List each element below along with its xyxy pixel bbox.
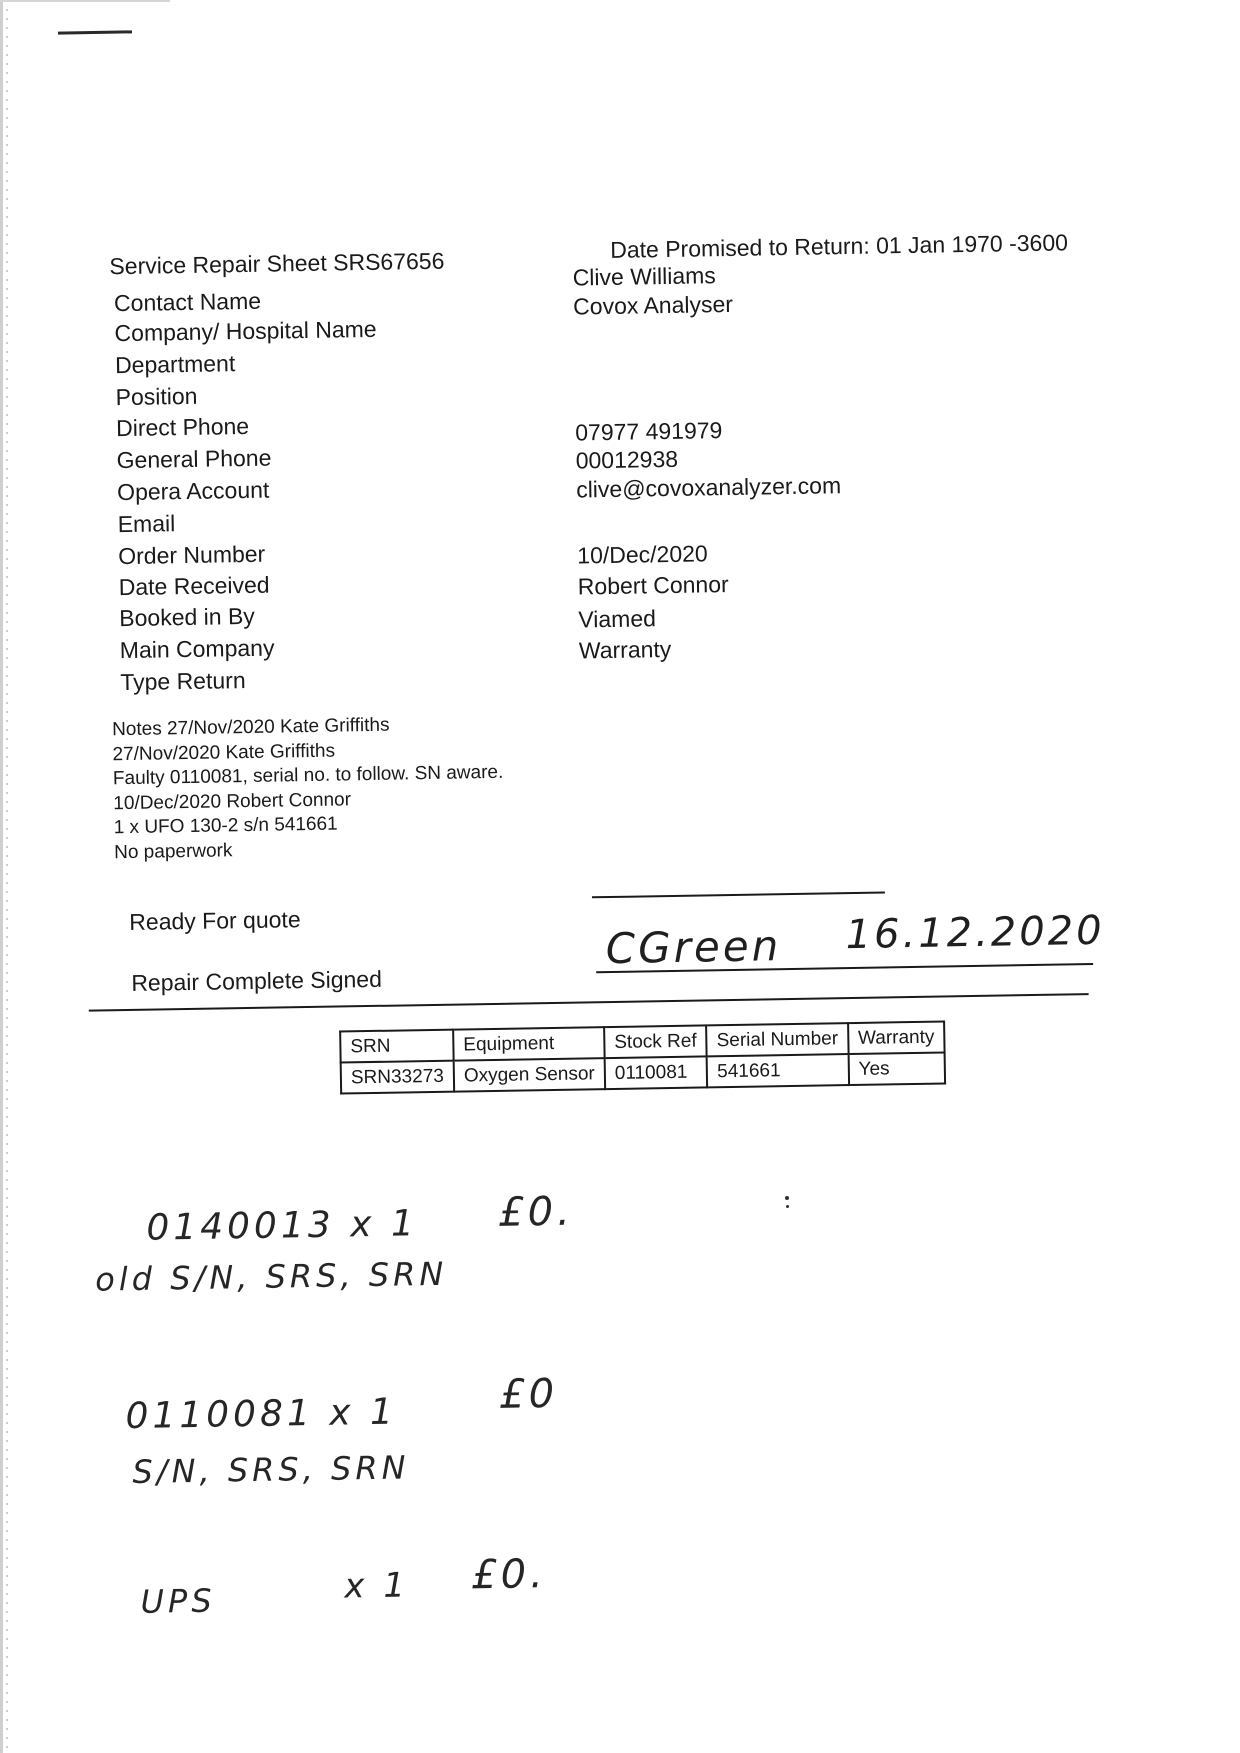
cell-stock-ref: 0110081 <box>605 1056 708 1089</box>
label-type-return: Type Return <box>120 667 246 696</box>
header-serial-number: Serial Number <box>706 1023 848 1056</box>
ready-signature-line <box>592 891 885 898</box>
handwritten-line-4: S/N, SRS, SRN <box>132 1448 410 1492</box>
handwritten-line-5: UPS <box>140 1581 216 1621</box>
header-srn: SRN <box>340 1030 453 1063</box>
equipment-table <box>339 1020 946 1094</box>
value-opera-account: 00012938 <box>575 445 679 474</box>
ink-speck <box>786 1205 789 1208</box>
label-contact-name: Contact Name <box>113 287 262 317</box>
label-booked-in-by: Booked in By <box>119 602 255 632</box>
note-line: 10/Dec/2020 Robert Connor <box>113 788 352 814</box>
handwritten-price-1: £0. <box>497 1188 575 1236</box>
cell-serial-number: 541661 <box>707 1054 849 1087</box>
header-stock-ref: Stock Ref <box>604 1025 707 1058</box>
handwritten-line-2: old S/N, SRS, SRN <box>94 1254 448 1299</box>
note-line: Notes 27/Nov/2020 Kate Griffiths <box>111 714 390 741</box>
value-date-received: 10/Dec/2020 <box>577 540 708 569</box>
scan-left-edge <box>0 0 3 1753</box>
value-company: Covox Analyser <box>572 290 734 320</box>
handwritten-price-3: £0 <box>498 1370 559 1418</box>
header-equipment: Equipment <box>453 1027 604 1060</box>
label-general-phone: General Phone <box>116 444 272 474</box>
value-main-company: Viamed <box>578 605 657 633</box>
handwritten-price-5: £0. <box>470 1551 548 1599</box>
value-contact-name: Clive Williams <box>572 262 717 291</box>
value-type-return: Warranty <box>578 635 672 664</box>
ready-for-quote-label: Ready For quote <box>129 906 301 935</box>
handwritten-line-3: 0110081 x 1 <box>125 1391 398 1438</box>
handwritten-signature: CGreen <box>605 921 782 974</box>
label-position: Position <box>115 382 198 411</box>
label-main-company: Main Company <box>119 634 275 664</box>
sheet-title: Service Repair Sheet SRS67656 <box>109 247 445 280</box>
cell-srn: SRN33273 <box>341 1061 454 1094</box>
value-email: clive@covoxanalyzer.com <box>575 472 842 503</box>
label-department: Department <box>114 350 236 379</box>
notes-block <box>112 712 505 865</box>
repair-complete-label: Repair Complete Signed <box>131 965 383 996</box>
handwritten-qty-5: x 1 <box>344 1565 410 1607</box>
label-direct-phone: Direct Phone <box>115 412 250 442</box>
handwritten-signature-date: 16.12.2020 <box>845 907 1105 959</box>
date-promised: Date Promised to Return: 01 Jan 1970 -3600 <box>610 229 1069 263</box>
note-line: 1 x UFO 130-2 s/n 541661 <box>113 813 338 839</box>
cell-equipment: Oxygen Sensor <box>454 1058 605 1091</box>
note-line: No paperwork <box>113 839 233 863</box>
value-booked-in-by: Robert Connor <box>577 571 729 600</box>
value-general-phone: 07977 491979 <box>575 417 723 446</box>
ink-speck <box>785 1196 789 1200</box>
label-order-number: Order Number <box>118 540 266 570</box>
note-line: 27/Nov/2020 Kate Griffiths <box>112 740 336 765</box>
note-line: Faulty 0110081, serial no. to follow. SN aware. <box>112 761 504 790</box>
header-warranty: Warranty <box>848 1021 945 1054</box>
label-email: Email <box>117 510 176 538</box>
label-date-received: Date Received <box>118 571 270 601</box>
cell-warranty: Yes <box>848 1052 945 1085</box>
label-opera-account: Opera Account <box>116 476 270 506</box>
label-company: Company/ Hospital Name <box>114 315 377 347</box>
handwritten-line-1: 0140013 x 1 <box>146 1203 419 1249</box>
